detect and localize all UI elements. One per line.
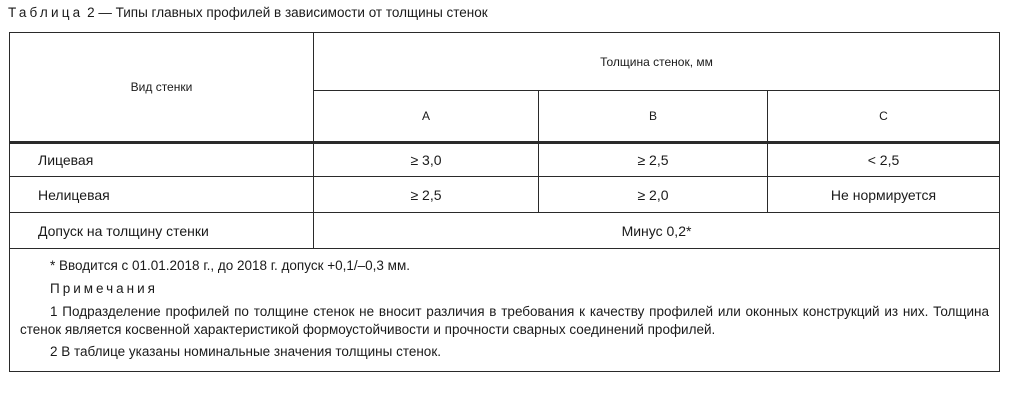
caption-lead: Таблица [8,5,84,20]
table-caption [8,5,488,20]
cell-face-a: ≥ 3,0 [314,143,539,177]
cell-nonface-a: ≥ 2,5 [314,177,539,213]
cell-tolerance-value: Минус 0,2* [314,213,1000,249]
cell-nonface-c: Не нормируется [768,177,1000,213]
header-wall-type: Вид стенки [10,33,314,143]
cell-face-c: < 2,5 [768,143,1000,177]
table-row-tolerance [10,213,1000,249]
row-label-tolerance: Допуск на толщину стенки [10,213,314,249]
wall-thickness-table [9,32,1000,372]
notes-row [10,249,1000,372]
header-row-1 [10,33,1000,91]
row-label-face: Лицевая [10,143,314,177]
header-thickness: Толщина стенок, мм [314,33,1000,91]
note-1: 1 Подразделение профилей по толщине стенок не вносит различия в требования к качеству профилей или оконных конструкций из них. Толщина стенок является косвенной характеристикой формоустойчивости и прочности сварных соединений профилей. [20,304,990,337]
header-class-a: A [314,91,539,143]
table-row-nonface [10,177,1000,213]
table-row-face [10,143,1000,177]
header-class-b: B [539,91,768,143]
header-class-c: C [768,91,1000,143]
note-2: 2 В таблице указаны номинальные значения толщины стенок. [50,344,441,359]
notes-title: Примечания [50,281,158,296]
caption-text: 2 — Типы главных профилей в зависимости от толщины стенок [83,5,488,20]
notes-cell [10,249,1000,372]
cell-nonface-b: ≥ 2,0 [539,177,768,213]
row-label-nonface: Нелицевая [10,177,314,213]
footnote: * Вводится с 01.01.2018 г., до 2018 г. допуск +0,1/–0,3 мм. [50,258,410,273]
cell-face-b: ≥ 2,5 [539,143,768,177]
